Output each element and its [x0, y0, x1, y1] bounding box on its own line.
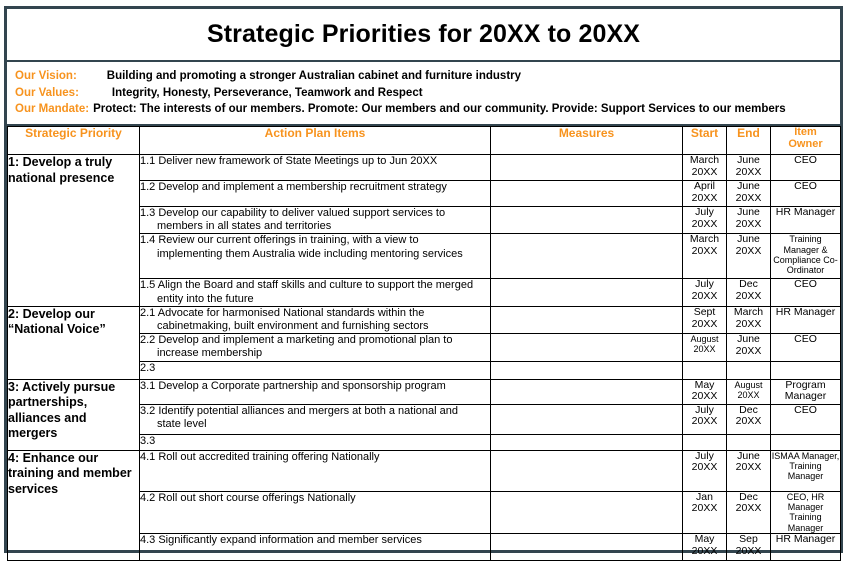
start-date-cell-month: April [693, 180, 715, 192]
start-date-cell-month: July [695, 404, 714, 416]
end-date-cell-year: 20XX [735, 502, 762, 515]
priority-name: Actively pursue partnerships, alliances and mergers [8, 379, 116, 441]
vision-text: Building and promoting a stronger Australian cabinet and furniture industry [106, 70, 522, 82]
priority-name: Develop a truly national presence [8, 155, 115, 185]
start-date-cell [683, 491, 727, 533]
start-date-cell-year: 20XX [691, 217, 718, 230]
end-date-cell-month: Dec [739, 404, 758, 416]
values-row [7, 86, 840, 103]
column-header-measures: Measures [491, 127, 683, 155]
end-date-cell [727, 533, 771, 560]
measures-cell [491, 533, 683, 560]
start-date-cell-year: 20XX [691, 461, 718, 474]
item-owner-cell: ISMAA Manager, Training Manager [771, 450, 841, 491]
start-date-cell-year: 20XX [691, 502, 718, 515]
end-date-cell-month: August [734, 379, 763, 390]
action-item-cell [140, 450, 491, 491]
priority-number: 3: [8, 379, 23, 394]
start-date-cell [683, 279, 727, 306]
start-date-cell-month: March [689, 233, 720, 246]
end-date-cell [727, 181, 771, 207]
start-date-cell-month: March [689, 154, 720, 166]
action-item-text: 1.5 Align the Board and staff skills and culture to support the merged [140, 279, 474, 292]
end-date-cell-year: 20XX [735, 461, 762, 474]
document-page [4, 6, 843, 557]
column-header-start: Start [683, 127, 727, 155]
mandate-text: Protect: The interests of our members. Promote: Our members and our community. Provide: Support Services to our members [93, 103, 786, 115]
start-date-cell-month: Sept [693, 306, 716, 318]
priority-number: 4: [8, 450, 23, 465]
measures-cell [491, 450, 683, 491]
measures-cell [491, 379, 683, 404]
measures-cell [491, 207, 683, 234]
start-date-cell-year: 20XX [691, 245, 718, 258]
action-item-text: 3.3 [140, 434, 156, 447]
strategic-priorities-table [7, 126, 841, 561]
action-item-text: 1.1 Deliver new framework of State Meetings up to Jun 20XX [140, 155, 438, 167]
start-date-cell-month: July [695, 278, 714, 291]
action-item-cell [140, 279, 491, 306]
priority-name: Develop our “National Voice” [8, 306, 106, 337]
item-owner-cell: CEO [771, 334, 841, 361]
start-date-cell [683, 306, 727, 333]
priority-cell [8, 379, 140, 450]
measures-cell [491, 334, 683, 361]
start-date-cell-month: August [690, 334, 719, 345]
action-item-text-cont: cabinetmaking, built environment and furnishing sectors [157, 319, 429, 332]
action-item-cell [140, 404, 491, 434]
item-owner-cell: Training Manager & Compliance Co-Ordinator [771, 234, 841, 279]
column-header-item-owner [771, 127, 841, 155]
item-owner-cell: CEO [771, 155, 841, 181]
end-date-cell [727, 306, 771, 333]
end-date-cell-year: 20XX [735, 415, 762, 428]
start-date-cell [683, 361, 727, 379]
table-header [8, 127, 841, 155]
action-item-text-cont: implementing them Australia wide including mentoring services [157, 247, 463, 260]
end-date-cell-year: 20XX [735, 290, 762, 303]
start-date-cell [683, 450, 727, 491]
start-date-cell-month: July [695, 206, 714, 218]
action-item-text: 4.1 Roll out accredited training offering Nationally [140, 450, 380, 463]
end-date-cell-month: June [737, 233, 760, 246]
measures-cell [491, 434, 683, 450]
item-owner-cell: CEO, HR Manager Training Manager [771, 491, 841, 533]
measures-cell [491, 361, 683, 379]
action-item-cell [140, 361, 491, 379]
action-item-text: 1.2 Develop and implement a membership recruitment strategy [140, 181, 447, 193]
item-owner-cell: CEO [771, 404, 841, 434]
start-date-cell-year: 20XX [691, 290, 718, 303]
end-date-cell-month: June [737, 180, 760, 192]
start-date-cell-year: 20XX [691, 317, 718, 330]
start-date-cell [683, 434, 727, 450]
end-date-cell [727, 207, 771, 234]
column-header-item-owner-line2: Owner [788, 137, 823, 150]
start-date-cell-month: Jan [696, 491, 713, 503]
column-header-action-plan-items: Action Plan Items [140, 127, 491, 155]
action-item-text-cont: entity into the future [157, 292, 254, 305]
measures-cell [491, 181, 683, 207]
measures-cell [491, 279, 683, 306]
vision-row [7, 69, 840, 86]
measures-cell [491, 491, 683, 533]
vision-label: Our Vision: [15, 70, 77, 82]
end-date-cell-year: 20XX [737, 389, 760, 400]
start-date-cell-year: 20XX [691, 165, 718, 178]
end-date-cell-month: Dec [739, 491, 758, 503]
action-item-cell [140, 306, 491, 333]
start-date-cell-year: 20XX [691, 544, 718, 557]
item-owner-cell: HR Manager [771, 533, 841, 560]
end-date-cell [727, 279, 771, 306]
priority-cell [8, 450, 140, 560]
item-owner-cell [771, 434, 841, 450]
action-item-text: 1.3 Develop our capability to deliver valued support services to [140, 207, 446, 219]
start-date-cell [683, 155, 727, 181]
action-item-text-cont: members in all states and territories [157, 220, 332, 233]
end-date-cell-month: Dec [739, 278, 758, 291]
action-item-cell [140, 533, 491, 560]
end-date-cell [727, 379, 771, 404]
action-item-cell [140, 155, 491, 181]
column-header-item-owner-line1: Item [794, 126, 817, 138]
priority-number: 2: [8, 306, 23, 321]
action-item-cell [140, 334, 491, 361]
end-date-cell [727, 361, 771, 379]
column-header-strategic-priority: Strategic Priority [8, 127, 140, 155]
mandate-row [7, 102, 840, 119]
priority-number: 1: [8, 155, 23, 169]
action-item-text: 4.3 Significantly expand information and member services [140, 533, 422, 546]
end-date-cell-year: 20XX [735, 165, 762, 178]
values-label: Our Values: [15, 86, 79, 99]
values-text: Integrity, Honesty, Perseverance, Teamwork and Respect [111, 86, 423, 99]
action-item-text: 2.2 Develop and implement a marketing and promotional plan to [140, 334, 453, 347]
mandate-label: Our Mandate: [15, 103, 90, 115]
end-date-cell-month: March [733, 306, 764, 318]
item-owner-cell [771, 361, 841, 379]
action-item-cell [140, 379, 491, 404]
action-item-cell [140, 491, 491, 533]
item-owner-cell: CEO [771, 181, 841, 207]
start-date-cell [683, 533, 727, 560]
start-date-cell [683, 404, 727, 434]
end-date-cell-year: 20XX [735, 217, 762, 230]
end-date-cell [727, 450, 771, 491]
end-date-cell [727, 334, 771, 361]
priority-name: Enhance our training and member services [8, 450, 132, 496]
start-date-cell [683, 181, 727, 207]
end-date-cell [727, 404, 771, 434]
action-item-cell [140, 434, 491, 450]
table-row [8, 379, 841, 404]
action-item-text: 2.1 Advocate for harmonised National standards within the [140, 306, 425, 319]
item-owner-cell: Program Manager [771, 379, 841, 404]
start-date-cell-month: July [695, 450, 714, 462]
priority-cell [8, 306, 140, 379]
table-row [8, 306, 841, 333]
start-date-cell-year: 20XX [691, 390, 718, 403]
start-date-cell-month: May [694, 533, 715, 545]
end-date-cell-month: June [737, 154, 760, 166]
start-date-cell [683, 234, 727, 279]
item-owner-cell: CEO [771, 279, 841, 306]
end-date-cell-month: June [737, 333, 760, 346]
measures-cell [491, 404, 683, 434]
table-header-row [8, 127, 841, 155]
start-date-cell-month: May [694, 379, 715, 391]
action-item-text: 1.4 Review our current offerings in training, with a view to [140, 234, 419, 247]
item-owner-cell: HR Manager [771, 306, 841, 333]
item-owner-cell: HR Manager [771, 207, 841, 234]
end-date-cell [727, 234, 771, 279]
action-item-text-cont: state level [157, 417, 207, 430]
start-date-cell-year: 20XX [691, 415, 718, 428]
start-date-cell [683, 379, 727, 404]
action-item-cell [140, 181, 491, 207]
end-date-cell-year: 20XX [735, 191, 762, 204]
start-date-cell [683, 207, 727, 234]
action-item-cell [140, 234, 491, 279]
end-date-cell-month: June [737, 206, 760, 218]
action-item-text: 3.1 Develop a Corporate partnership and sponsorship program [140, 379, 446, 392]
action-item-text-cont: increase membership [157, 347, 263, 360]
table-row [8, 450, 841, 491]
end-date-cell-month: Sep [739, 533, 758, 545]
end-date-cell-month: June [737, 450, 760, 462]
measures-cell [491, 155, 683, 181]
column-header-end: End [727, 127, 771, 155]
end-date-cell [727, 434, 771, 450]
end-date-cell [727, 155, 771, 181]
end-date-cell-year: 20XX [735, 344, 762, 357]
table-row [8, 155, 841, 181]
vision-values-mandate-band [7, 62, 840, 126]
start-date-cell [683, 334, 727, 361]
document-title-band [7, 9, 840, 62]
action-item-text: 4.2 Roll out short course offerings Nationally [140, 491, 356, 504]
priority-cell [8, 155, 140, 307]
end-date-cell-year: 20XX [735, 245, 762, 258]
measures-cell [491, 306, 683, 333]
end-date-cell-year: 20XX [735, 317, 762, 330]
measures-cell [491, 234, 683, 279]
page-title: Strategic Priorities for 20XX to 20XX [206, 20, 641, 48]
action-item-text: 3.2 Identify potential alliances and mergers at both a national and [140, 404, 458, 417]
start-date-cell-year: 20XX [693, 344, 716, 355]
action-item-text: 2.3 [140, 361, 156, 374]
start-date-cell-year: 20XX [691, 191, 718, 204]
end-date-cell [727, 491, 771, 533]
action-item-cell [140, 207, 491, 234]
end-date-cell-year: 20XX [735, 544, 762, 557]
table-body [8, 155, 841, 561]
